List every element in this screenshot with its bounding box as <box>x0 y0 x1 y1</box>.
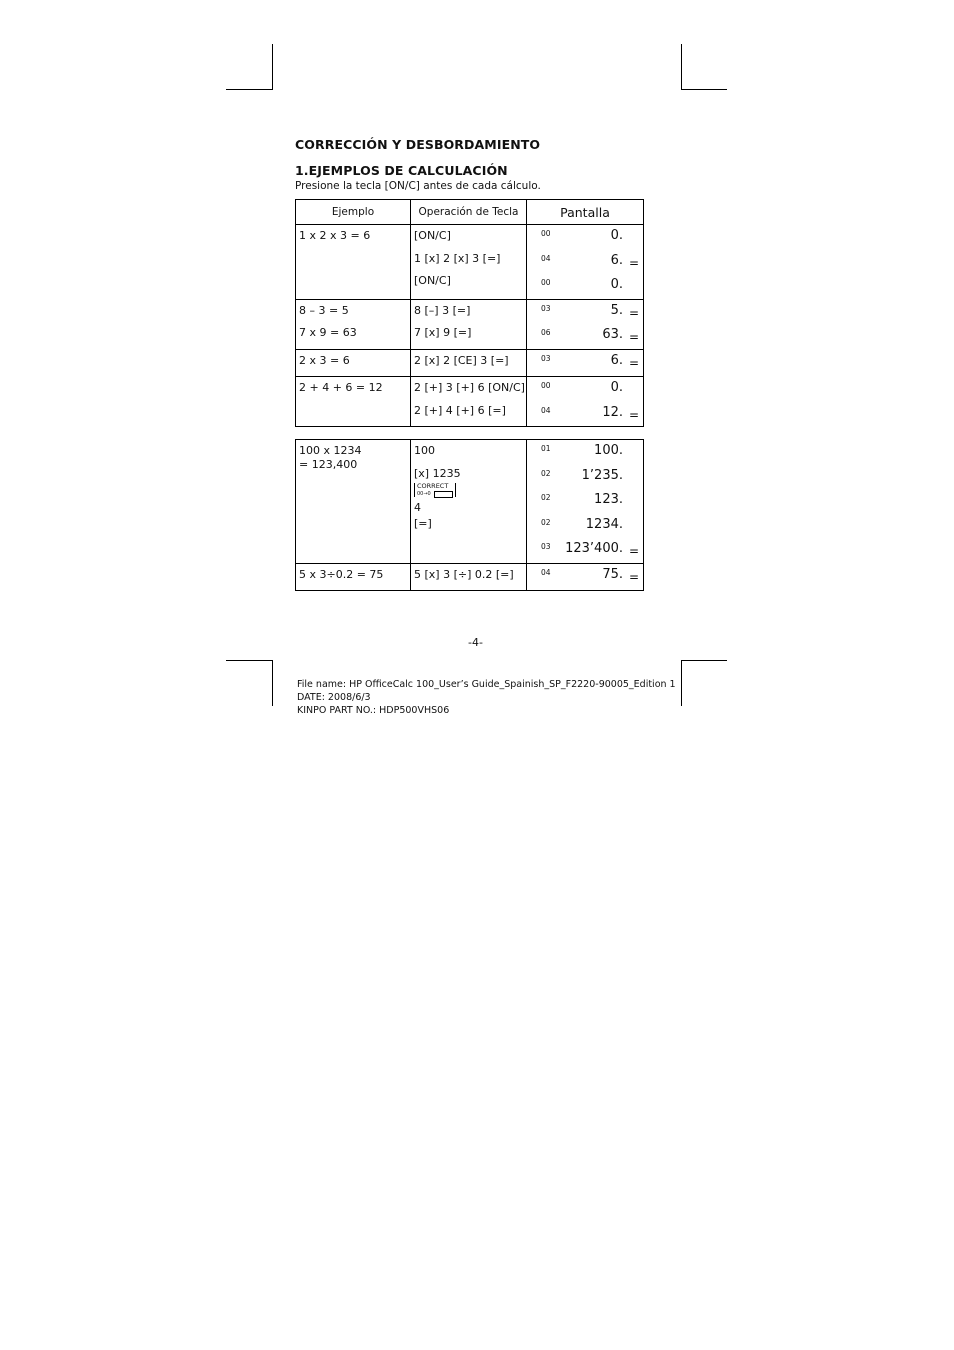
display-equals: = <box>628 569 639 584</box>
operation-text: [ON/C] <box>414 229 451 242</box>
table-row <box>296 349 644 377</box>
display-code: 00 <box>541 278 551 287</box>
operation-text: 2 [x] 2 [CE] 3 [=] <box>414 353 509 367</box>
crop-mark <box>226 660 272 661</box>
display-equals: = <box>628 255 639 270</box>
crop-mark <box>272 660 273 706</box>
footer <box>297 678 676 717</box>
example-text: 7 x 9 = 63 <box>299 326 357 339</box>
display-line <box>527 465 643 490</box>
display-code: 03 <box>541 303 551 313</box>
table-row <box>296 225 644 300</box>
display-value: 0. <box>610 228 623 243</box>
display-value: 0. <box>610 380 623 395</box>
table-row <box>296 440 644 564</box>
table-row <box>296 377 644 427</box>
display-line <box>527 489 643 514</box>
display-code: 03 <box>541 542 551 551</box>
correct-key-label: CORRECT <box>417 481 449 490</box>
display-line <box>527 440 643 465</box>
example-text: = 123,400 <box>299 458 358 471</box>
examples-table-1 <box>295 199 644 427</box>
display-value: 1234. <box>585 516 623 532</box>
display-code: 00 <box>541 381 551 390</box>
display-value: 123. <box>594 492 623 507</box>
display-code: 02 <box>541 517 551 527</box>
operation-text: [=] <box>414 516 432 530</box>
display-code: 06 <box>541 328 551 337</box>
footer-date: DATE: 2008/6/3 <box>297 692 371 703</box>
correct-key-sublabel: 00→0 <box>417 490 431 497</box>
operation-text: [ON/C] <box>414 274 451 287</box>
display-code: 04 <box>541 405 551 415</box>
display-value: 5. <box>610 302 623 318</box>
correct-key-box-icon <box>434 491 453 498</box>
operation-text: 1 [x] 2 [x] 3 [=] <box>414 251 501 265</box>
footer-part-number: KINPO PART NO.: HDP500VHS06 <box>297 705 450 716</box>
display-equals: = <box>628 305 639 320</box>
header-example: Ejemplo <box>296 200 411 225</box>
display-value: 6. <box>610 252 623 268</box>
crop-mark <box>681 89 727 90</box>
example-text: 2 x 3 = 6 <box>299 353 350 367</box>
operation-text: 7 [x] 9 [=] <box>414 326 472 339</box>
display-code: 00 <box>541 229 551 238</box>
display-code: 03 <box>541 353 551 363</box>
display-line <box>527 402 643 427</box>
operation-text: 100 <box>414 444 435 457</box>
display-code: 04 <box>541 567 551 577</box>
examples-table-2 <box>295 439 644 591</box>
display-code: 02 <box>541 468 551 478</box>
display-line <box>527 514 643 539</box>
operation-text: 2 [+] 4 [+] 6 [=] <box>414 403 506 417</box>
display-value: 6. <box>610 352 623 368</box>
display-line <box>527 274 643 299</box>
page-number: -4- <box>468 636 483 649</box>
display-equals: = <box>628 355 639 370</box>
example-text: 5 x 3÷0.2 = 75 <box>299 567 384 581</box>
example-text: 8 – 3 = 5 <box>299 303 349 317</box>
display-value: 63. <box>602 327 623 342</box>
correct-key-icon <box>414 483 458 499</box>
display-code: 01 <box>541 444 551 453</box>
table-row <box>296 299 644 349</box>
subsection-title: 1.EJEMPLOS DE CALCULACIÓN <box>295 163 508 178</box>
header-display: Pantalla <box>527 200 644 225</box>
crop-mark <box>226 89 272 90</box>
display-equals: = <box>628 544 639 558</box>
operation-text: 8 [–] 3 [=] <box>414 303 471 317</box>
display-value: 75. <box>602 566 623 582</box>
display-line <box>527 225 643 250</box>
crop-mark <box>272 44 273 90</box>
footer-file-name: File name: HP OfficeCalc 100_User’s Guide_Spainish_SP_F2220-90005_Edition 1 <box>297 679 676 690</box>
section-title: CORRECCIÓN Y DESBORDAMIENTO <box>295 137 541 152</box>
display-line <box>527 350 643 375</box>
example-text: 2 + 4 + 6 = 12 <box>299 381 383 394</box>
crop-mark <box>681 44 682 90</box>
intro-text: Presione la tecla [ON/C] antes de cada cálculo. <box>295 180 541 192</box>
display-line <box>527 538 643 563</box>
operation-text: 4 <box>414 500 421 514</box>
operation-text: 5 [x] 3 [÷] 0.2 [=] <box>414 567 514 581</box>
display-value: 12. <box>602 404 623 420</box>
display-line <box>527 324 643 349</box>
example-text: 1 x 2 x 3 = 6 <box>299 229 371 242</box>
display-equals: = <box>628 407 639 422</box>
display-line <box>527 564 643 589</box>
crop-mark <box>681 660 682 706</box>
crop-mark <box>681 660 727 661</box>
display-value: 0. <box>610 277 623 292</box>
display-line <box>527 250 643 275</box>
operation-text: 2 [+] 3 [+] 6 [ON/C] <box>414 381 525 394</box>
display-code: 02 <box>541 493 551 502</box>
display-value: 100. <box>594 443 623 458</box>
display-line <box>527 377 643 402</box>
display-code: 04 <box>541 253 551 263</box>
display-value: 1’235. <box>581 467 623 483</box>
header-operation: Operación de Tecla <box>411 200 527 225</box>
operation-text: [x] 1235 <box>414 466 461 480</box>
display-line <box>527 300 643 325</box>
table-header-row <box>296 200 644 225</box>
display-equals: = <box>628 330 639 344</box>
table-row <box>296 563 644 591</box>
display-value: 123’400. <box>565 541 623 556</box>
example-text: 100 x 1234 <box>299 444 362 457</box>
